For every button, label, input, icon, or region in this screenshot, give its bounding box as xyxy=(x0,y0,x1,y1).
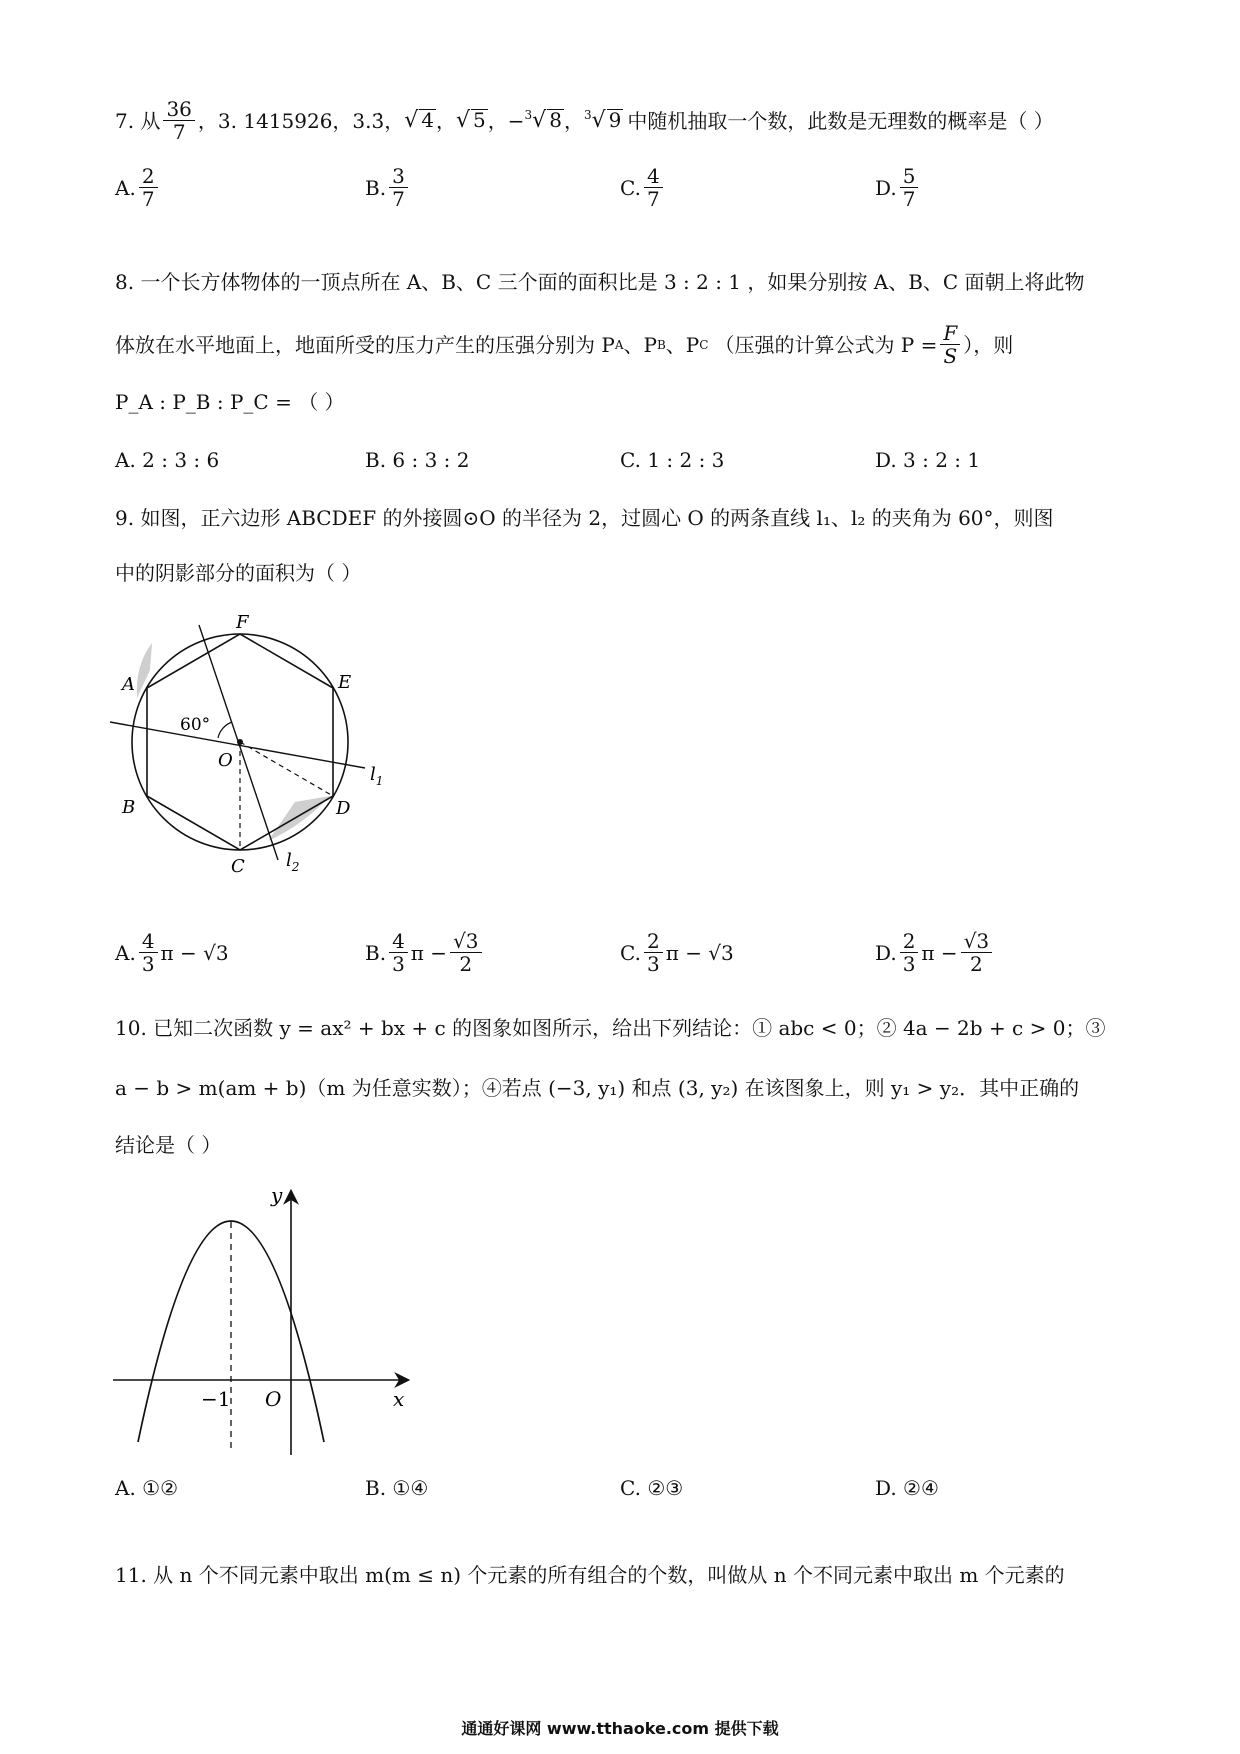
footer-source: 通通好课网 www.tthaoke.com 提供下载 xyxy=(461,1719,779,1738)
q8-option-d[interactable]: D. 3 : 2 : 1 xyxy=(875,448,981,472)
q10-line1: 10. 已知二次函数 y = ax² + bx + c 的图象如图所示，给出下列结论：① abc < 0；② 4a − 2b + c > 0；③ xyxy=(115,1016,1106,1040)
q8-option-b[interactable]: B. 6 : 3 : 2 xyxy=(365,448,470,472)
q9-option-b[interactable]: B. $\frac{4}{3}$ π − $\frac{√3}{2}$ xyxy=(365,930,485,975)
hexagon-figure xyxy=(100,610,400,880)
q11-line1: 11. 从 n 个不同元素中取出 m(m ≤ n) 个元素的所有组合的个数，叫做从 n 个不同元素中取出 m 个元素的 xyxy=(115,1563,1065,1587)
q7-option-b[interactable]: B. $\frac{3}{7}$ xyxy=(365,165,411,210)
q7-option-a[interactable]: A. $\frac{2}{7}$ xyxy=(115,165,161,210)
q10-option-a[interactable]: A. ①② xyxy=(115,1476,179,1500)
angle-arc xyxy=(218,722,232,738)
label-l1: $l_1$ xyxy=(370,764,384,788)
label-d: D xyxy=(336,798,351,819)
label-x: x xyxy=(393,1387,405,1411)
q8-line2: 体放在水平地面上，地面所受的压力产生的压强分别为 P A 、P B 、P C （压强的计算公式为 P = $\frac{F}{S}$ ），则 xyxy=(115,321,1014,368)
q9-option-a[interactable]: A. $\frac{4}{3}$ π − √3 xyxy=(115,929,229,976)
label-y: y xyxy=(271,1183,283,1207)
label-a: A xyxy=(122,674,135,695)
q7-sqrt4: √ 4 xyxy=(404,108,434,133)
q8-line3: P_A : P_B : P_C = （ ） xyxy=(115,390,345,414)
label-origin: O xyxy=(265,1387,282,1411)
q8-line1: 8. 一个长方体物体的一顶点所在 A、B、C 三个面的面积比是 3 : 2 : 1 ，如果分别按 A、B、C 面朝上将此物 xyxy=(115,270,1085,294)
q7-stem: 7. 从 $\frac{36}{7}$ ，3. 1415926，3.3̇， √ 4 ， √ 5 ，− $^3$√ 8 ， $^3$√ 9 中随机抽取一个数，此数是无理数的概率是（ ） xyxy=(115,97,1054,144)
q10-option-d[interactable]: D. ②④ xyxy=(875,1476,939,1500)
q10-line3: 结论是（ ） xyxy=(115,1133,222,1157)
label-neg1: −1 xyxy=(201,1387,231,1411)
label-angle: 60° xyxy=(180,715,211,735)
q8-option-c[interactable]: C. 1 : 2 : 3 xyxy=(620,448,725,472)
q7-cbrt9: $^3$√ 9 xyxy=(583,108,622,133)
q9-line2: 中的阴影部分的面积为（ ） xyxy=(115,561,362,585)
line-l1 xyxy=(110,722,365,768)
pressure-formula: $\frac{F}{S}$ xyxy=(940,322,960,367)
parabola-curve xyxy=(138,1221,324,1442)
q7-option-c[interactable]: C. $\frac{4}{7}$ xyxy=(620,165,666,210)
q7-fraction: $\frac{36}{7}$ xyxy=(163,98,194,143)
center-point xyxy=(237,739,243,745)
label-c: C xyxy=(231,856,245,877)
q7-number-list: ，3. 1415926，3.3̇， xyxy=(197,108,405,133)
label-o: O xyxy=(218,750,233,771)
q9-option-c[interactable]: C. $\frac{2}{3}$ π − √3 xyxy=(620,929,734,976)
parabola-figure xyxy=(105,1180,425,1460)
q7-cbrt8: $^3$√ 8 xyxy=(524,108,562,133)
q7-sqrt5: √ 5 xyxy=(456,108,486,133)
q9-line1: 9. 如图，正六边形 ABCDEF 的外接圆⊙O 的半径为 2，过圆心 O 的两条直线 l₁、l₂ 的夹角为 60°，则图 xyxy=(115,506,1054,530)
q8-option-a[interactable]: A. 2 : 3 : 6 xyxy=(115,448,220,472)
label-f: F xyxy=(236,612,249,633)
label-l2: $l_2$ xyxy=(286,850,300,874)
q7-stem-tail: 中随机抽取一个数，此数是无理数的概率是（ ） xyxy=(627,108,1054,133)
q7-prefix: 7. 从 xyxy=(115,108,161,133)
q9-option-d[interactable]: D. $\frac{2}{3}$ π − $\frac{√3}{2}$ xyxy=(875,930,995,975)
q10-option-b[interactable]: B. ①④ xyxy=(365,1476,429,1500)
label-b: B xyxy=(122,797,136,818)
q10-option-c[interactable]: C. ②③ xyxy=(620,1476,684,1500)
shaded-segment-ab xyxy=(137,643,152,698)
label-e: E xyxy=(338,672,352,693)
q10-line2: a − b > m(am + b)（m 为任意实数）；④若点 (−3, y₁) 和点 (3, y₂) 在该图象上，则 y₁ > y₂．其中正确的 xyxy=(115,1076,1080,1100)
q7-option-d[interactable]: D. $\frac{5}{7}$ xyxy=(875,165,921,210)
